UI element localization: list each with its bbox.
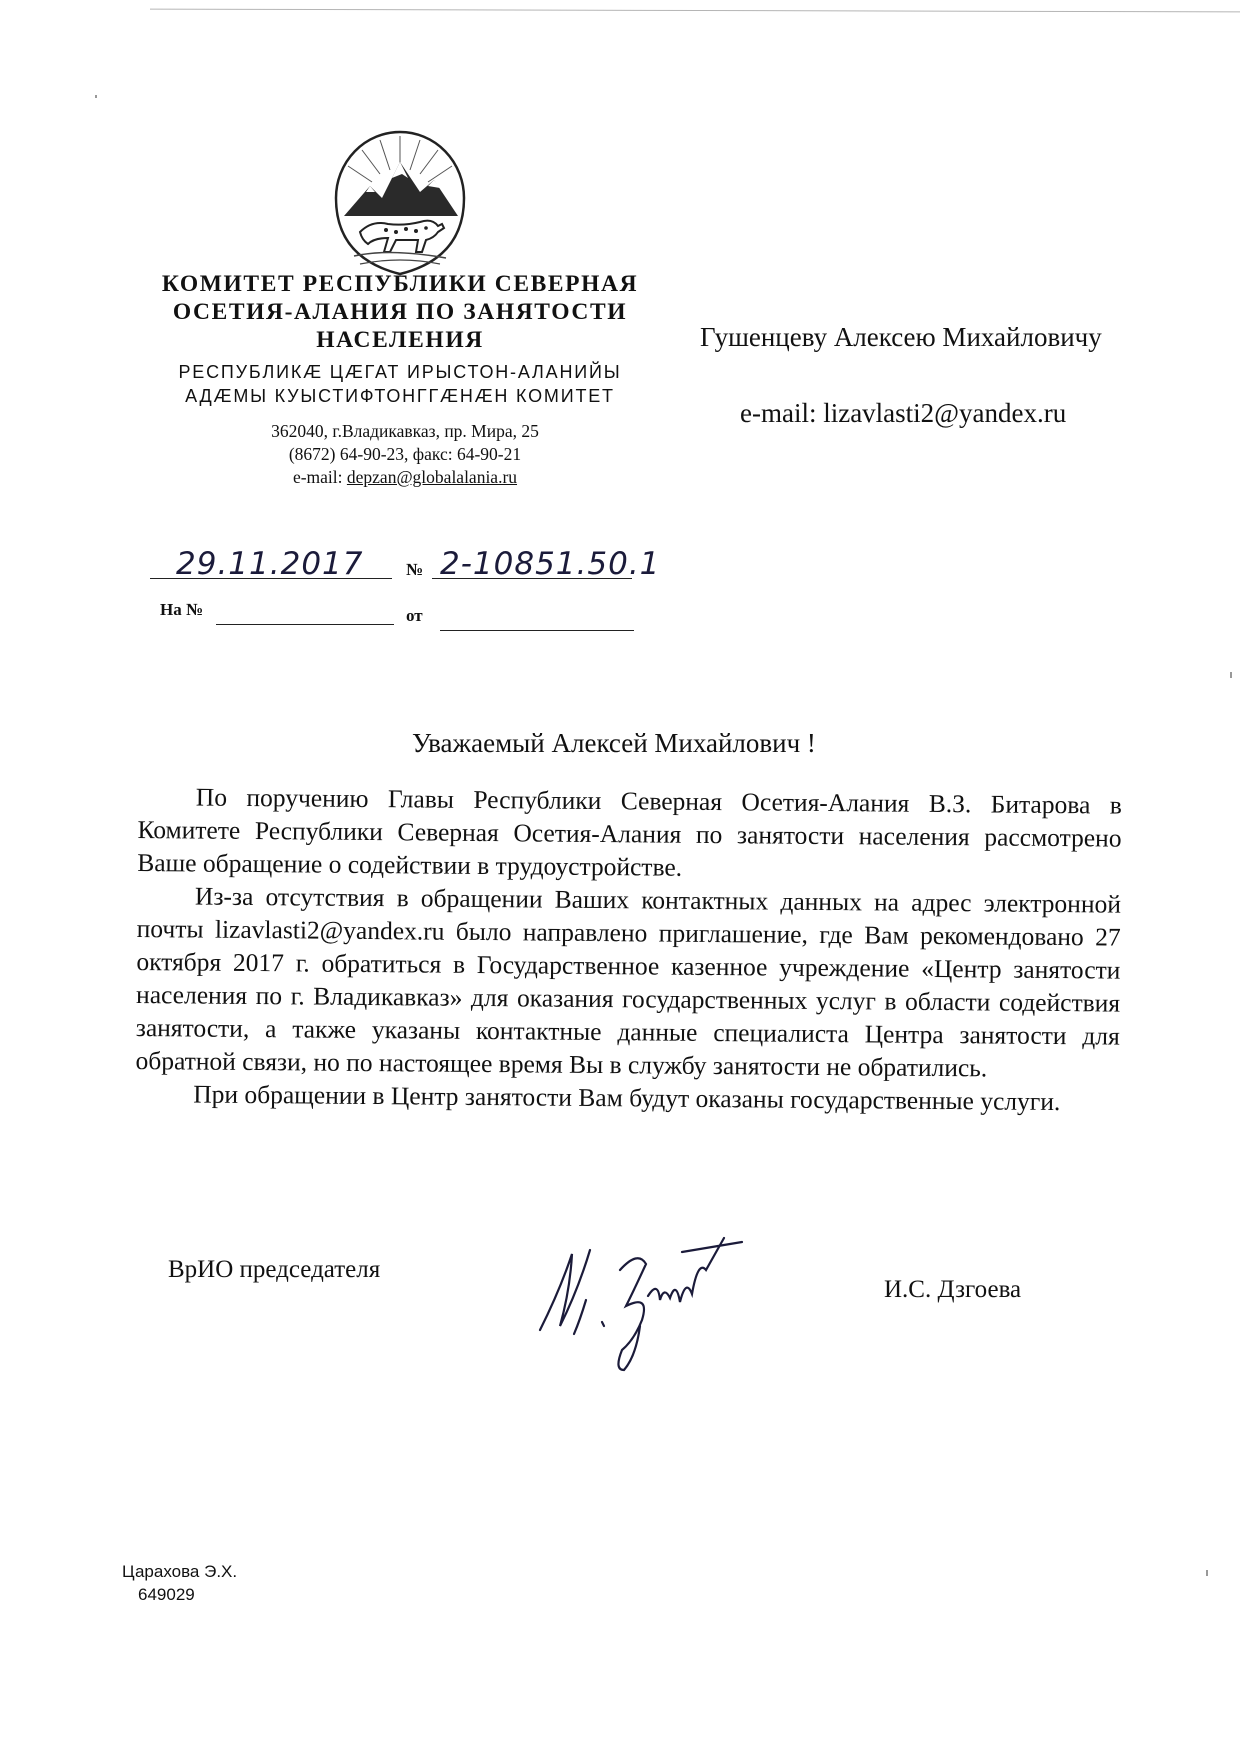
organization-title-ossetian (150, 360, 650, 408)
executor-name: Царахова Э.Х. (122, 1562, 238, 1581)
scan-speck (95, 95, 97, 98)
scan-edge-line (150, 9, 1240, 13)
reference-number-underline (216, 624, 394, 625)
letter-paragraph: По поручению Главы Республики Северная Осетия-Алания В.З. Битарова в Комитете Республики Северная Осетия-Алания по занятости населения рассмотрено Ваше обращение о содействии в трудоустройстве. (137, 782, 1122, 882)
organization-title-os-line: АДӔМЫ КУЫСТИФТОНГГӔНӔН КОМИТЕТ (185, 386, 615, 406)
letter-body (135, 780, 1122, 1119)
letter-paragraph: Из-за отсутствия в обращении Ваших контактных данных на адрес электронной почты lizavlasti2@yandex.ru было направлено приглашение, где Вам рекомендовано 27 октября 2017 г. обратиться в Государственное казенное учреждение «Центр занятости населения по г. Владикавказ» для оказания государственных услуг в области содействия занятости, а также указаны контактные данные специалиста Центра занятости для обратной связи, но по настоящее время Вы в службу занятости не обратились. (135, 881, 1122, 1083)
salutation: Уважаемый Алексей Михайлович ! (412, 728, 816, 758)
letter-paragraph: При обращении в Центр занятости Вам будут оказаны государственные услуги. (193, 1079, 1061, 1117)
registration-number-label: № (406, 560, 424, 579)
scan-speck (1206, 1570, 1208, 1576)
recipient-name: Гушенцеву Алексею Михайловичу (700, 322, 1102, 352)
registration-date: 29.11.2017 (176, 546, 364, 582)
handwritten-signature (530, 1230, 770, 1380)
organization-email-line (180, 466, 630, 489)
signatory-role: ВрИО председателя (168, 1256, 381, 1283)
organization-address: 362040, г.Владикавказ, пр. Мира, 25 (271, 421, 539, 441)
organization-title-os-line: РЕСПУБЛИКӔ ЦӔГАТ ИРЫСТОН-АЛАНИЙЫ (178, 362, 622, 382)
organization-phone-fax: (8672) 64-90-23, факс: 64-90-21 (288, 444, 522, 464)
coat-of-arms-emblem (330, 128, 470, 276)
organization-email-label: e-mail: (292, 467, 343, 487)
reference-number-label: На № (160, 600, 204, 619)
organization-title-line: НАСЕЛЕНИЯ (316, 327, 484, 353)
registration-number: 2-10851.50.1 (440, 546, 661, 582)
reference-from-label: от (406, 606, 423, 625)
signatory-name: И.С. Дзгоева (884, 1276, 1022, 1303)
scan-speck (1230, 672, 1232, 678)
organization-contacts (180, 420, 630, 489)
organization-email-link[interactable]: depzan@globalalania.ru (346, 467, 518, 487)
organization-title-line: КОМИТЕТ РЕСПУБЛИКИ СЕВЕРНАЯ (161, 271, 639, 297)
executor-info (122, 1560, 237, 1606)
recipient-email: e-mail: lizavlasti2@yandex.ru (740, 398, 1067, 428)
organization-title (150, 270, 650, 354)
organization-title-line: ОСЕТИЯ-АЛАНИЯ ПО ЗАНЯТОСТИ (172, 299, 628, 325)
executor-phone: 649029 (138, 1585, 195, 1604)
reference-date-underline (440, 630, 634, 631)
